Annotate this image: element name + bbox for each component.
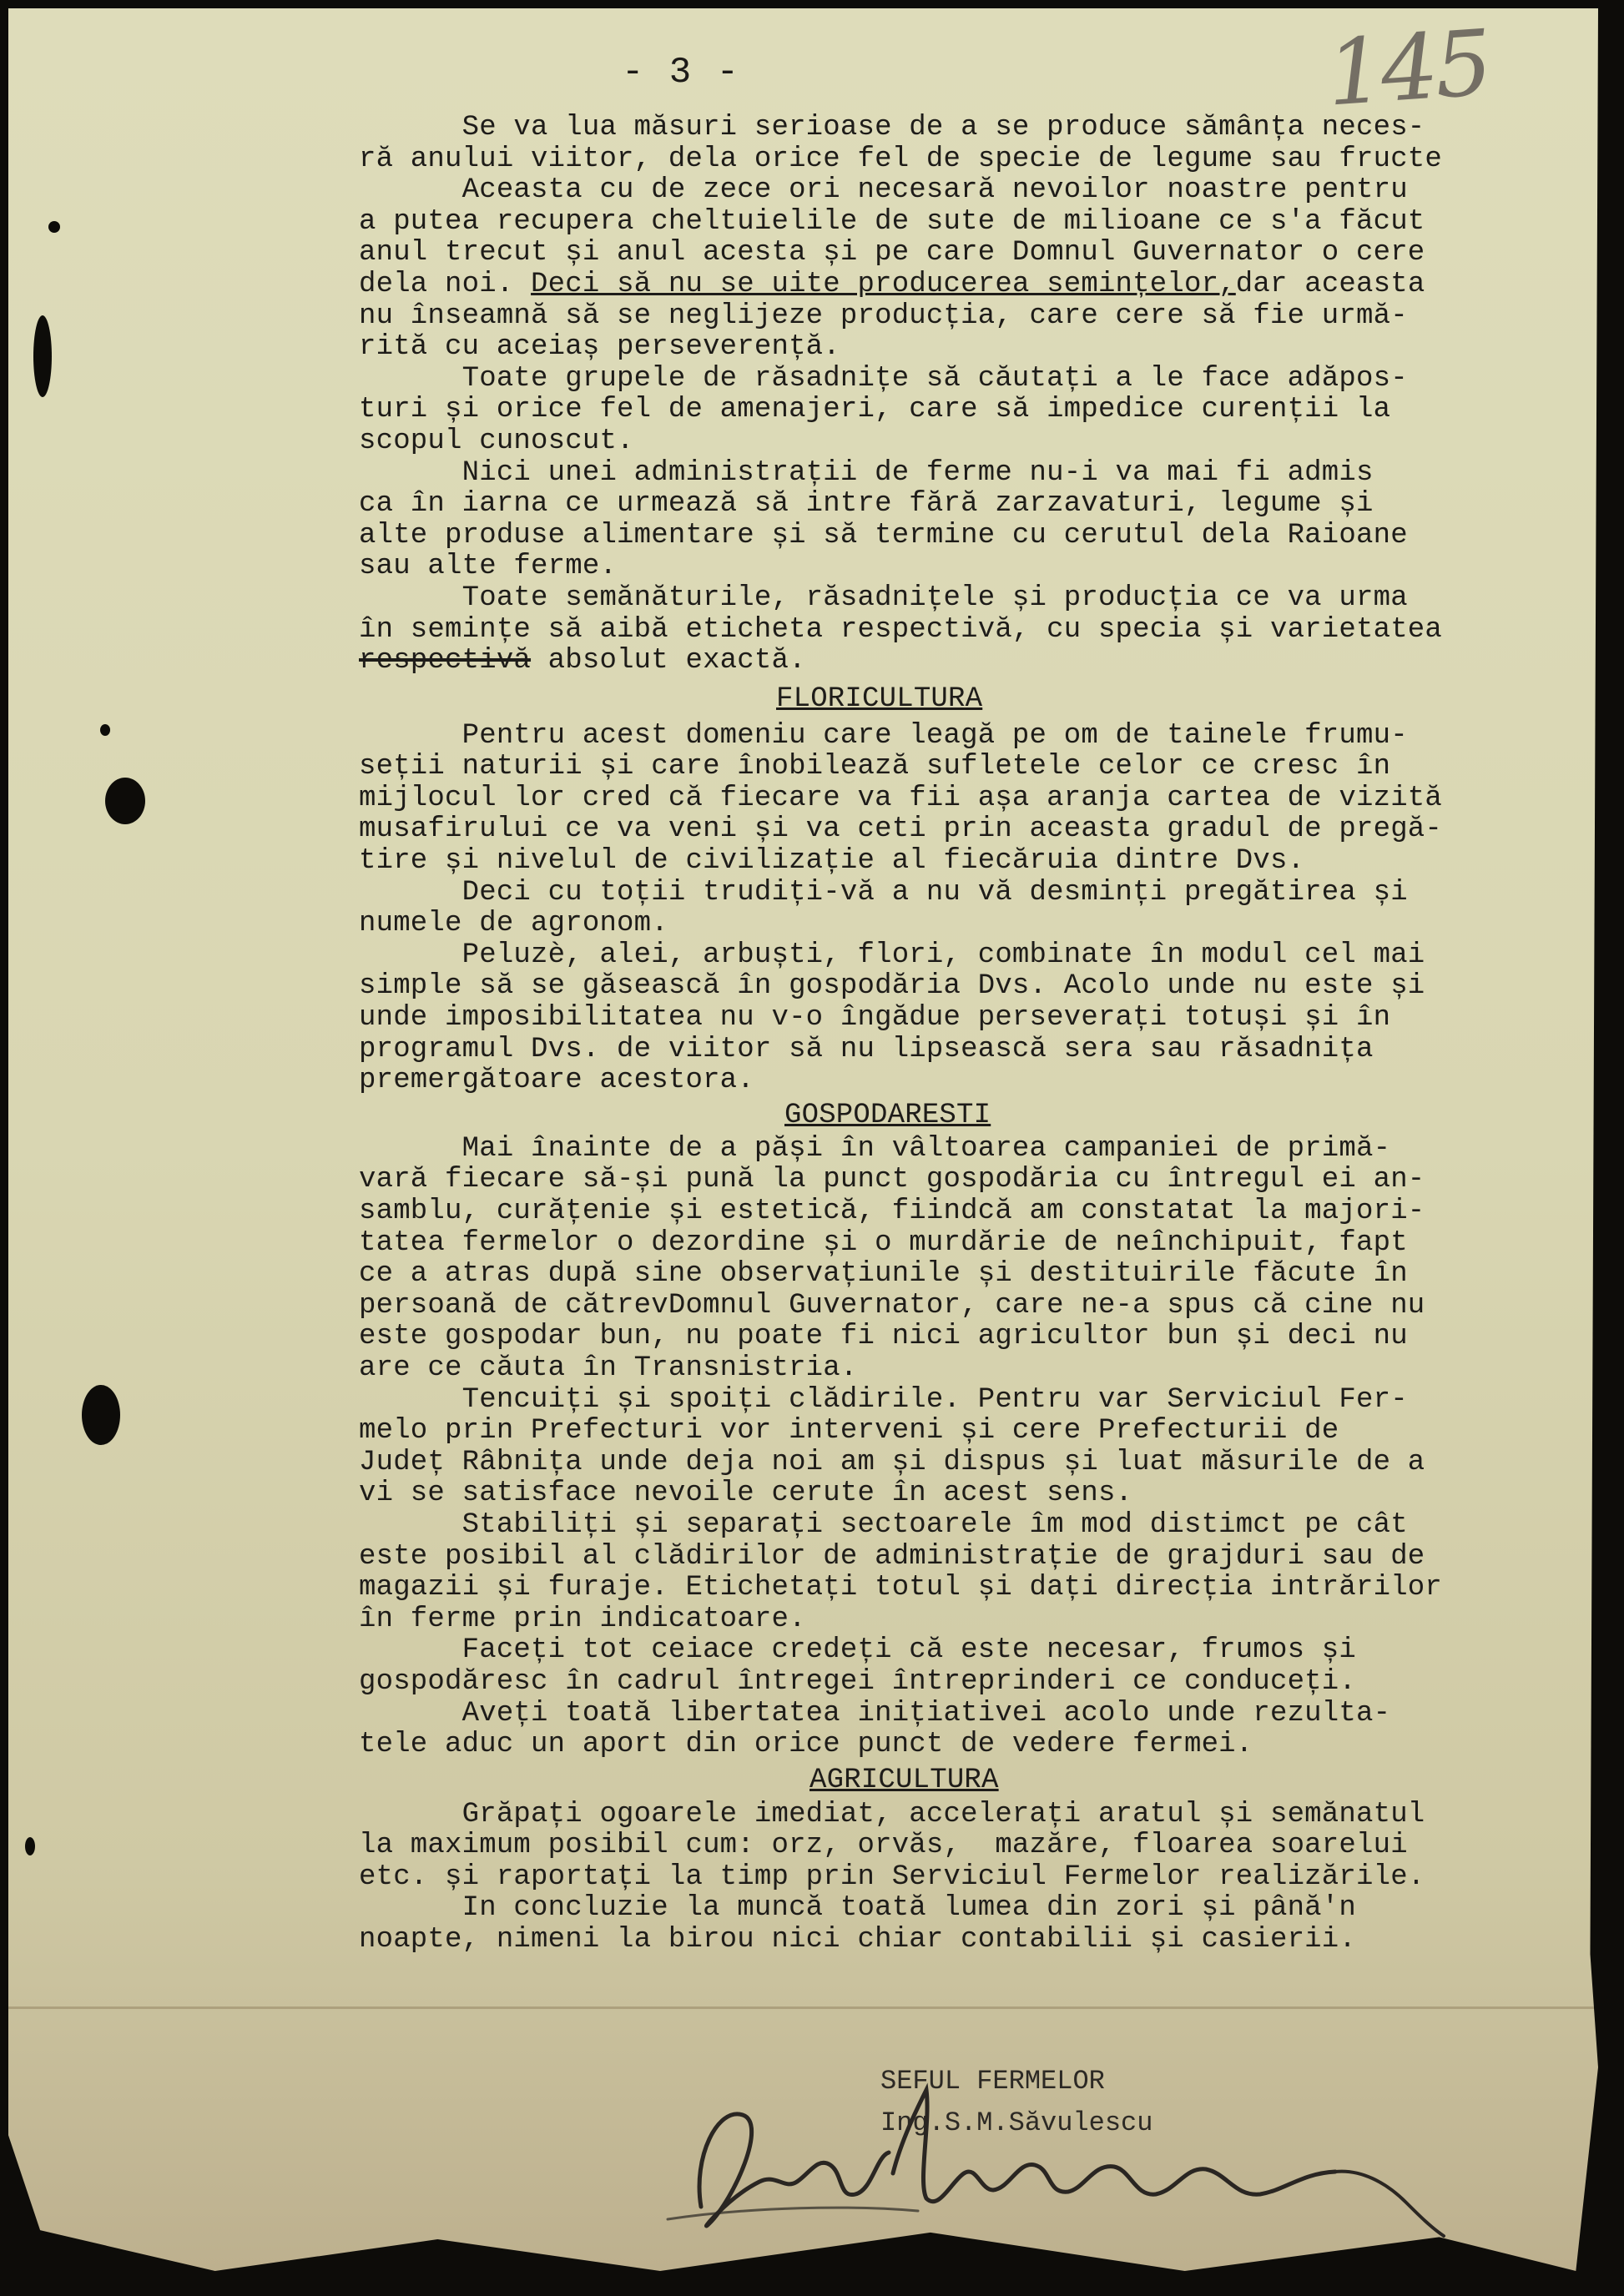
text-line: Grăpați ogoarele imediat, accelerați aratul și semănatul bbox=[359, 1798, 1425, 1830]
text-line bbox=[359, 646, 1594, 677]
section-heading-gospodaresti: GOSPODARESTI bbox=[784, 1099, 991, 1131]
text-line: Peluzè, alei, arbuști, flori, combinate în modul cel mai bbox=[359, 939, 1425, 971]
text-line: etc. și raportați la timp prin Serviciul Fermelor realizările. bbox=[359, 1860, 1425, 1893]
text-line: simple să se găsească în gospodăria Dvs. Acolo unde nu este și bbox=[359, 970, 1425, 1003]
text-line: la maximum posibil cum: orz, orvăs, mazăre, floarea soarelui bbox=[359, 1830, 1408, 1862]
handwritten-signature bbox=[651, 2057, 1452, 2248]
text-line: melo prin Prefecturi vor interveni și cere Prefecturii de bbox=[359, 1415, 1339, 1448]
text-line: Nici unei administrații de ferme nu-i va mai fi admis bbox=[359, 456, 1374, 489]
struck-out-word: respectivă bbox=[359, 645, 532, 677]
text-line: musafirului ce va veni și va ceti prin aceasta gradul de pregă- bbox=[359, 813, 1443, 846]
text-line: In concluzie la muncă toată lumea din zori și până'n bbox=[359, 1892, 1356, 1925]
text-line: anul trecut și anul acesta și pe care Domnul Guvernator o cere bbox=[359, 237, 1425, 269]
text-line: în ferme prin indicatoare. bbox=[359, 1603, 806, 1635]
text-fragment: absolut exactă. bbox=[531, 645, 806, 677]
text-line: tele aduc un aport din orice punct de vedere fermei. bbox=[359, 1729, 1253, 1761]
text-line: Pentru acest domeniu care leagă pe om de tainele frumu- bbox=[359, 719, 1408, 752]
text-line: samblu, curățenie și estetică, fiindcă am constatat la majori- bbox=[359, 1196, 1425, 1227]
text-line: turi și orice fel de amenajeri, care să impedice curenții la bbox=[359, 394, 1391, 426]
text-line: programul Dvs. de viitor să nu lipsească sera sau răsadnița bbox=[359, 1033, 1374, 1065]
punch-hole bbox=[105, 778, 145, 824]
punch-hole bbox=[100, 724, 110, 736]
text-line: numele de agronom. bbox=[359, 908, 668, 940]
text-line: alte produse alimentare și să termine cu cerutul dela Raioane bbox=[359, 519, 1408, 551]
text-line: Faceți tot ceiace credeți că este necesar, frumos și bbox=[359, 1634, 1356, 1667]
punch-hole bbox=[82, 1385, 120, 1445]
text-line: Toate semănăturile, răsadnițele și producția ce va urma bbox=[359, 582, 1408, 614]
text-line: Se va lua măsuri serioase de a se produce sămânța neces- bbox=[359, 112, 1425, 144]
text-line: rită cu aceiaș perseverență. bbox=[359, 331, 840, 364]
page-number: - 3 - bbox=[622, 52, 741, 93]
text-line: ră anului viitor, dela orice fel de specie de legume sau fructe bbox=[359, 143, 1443, 175]
text-line: scopul cunoscut. bbox=[359, 425, 634, 457]
text-line: Județ Râbnița unde deja noi am și dispus și luat măsurile de a bbox=[359, 1446, 1425, 1478]
text-line: seții naturii și care înobilează sufletele celor ce cresc în bbox=[359, 751, 1391, 783]
punch-hole bbox=[48, 221, 60, 233]
text-line: este gospodar bun, nu poate fi nici agricultor bun și deci nu bbox=[359, 1321, 1408, 1353]
text-line: vară fiecare să-și pună la punct gospodăria cu întregul ei an- bbox=[359, 1164, 1425, 1196]
text-line: ca în iarna ce urmează să intre fără zarzavaturi, legume și bbox=[359, 488, 1374, 521]
text-line: vi se satisface nevoile cerute în acest sens. bbox=[359, 1478, 1133, 1510]
punch-hole bbox=[25, 1837, 35, 1855]
text-line bbox=[359, 269, 1594, 301]
text-line: premergătoare acestora. bbox=[359, 1065, 754, 1097]
punch-hole bbox=[33, 315, 52, 397]
text-line: este posibil al clădirilor de administrație de grajduri sau de bbox=[359, 1540, 1425, 1573]
text-line: a putea recupera cheltuielile de sute de milioane ce s'a făcut bbox=[359, 205, 1425, 238]
text-line: Tencuiți și spoiți clădirile. Pentru var Serviciul Fer- bbox=[359, 1383, 1408, 1416]
text-line: unde imposibilitatea nu v-o îngădue perseverați totuși și în bbox=[359, 1002, 1391, 1035]
text-line: nu înseamnă să se neglijeze producția, care cere să fie urmă- bbox=[359, 300, 1408, 332]
text-line: Mai înainte de a păși în vâltoarea campaniei de primă- bbox=[359, 1132, 1391, 1165]
text-line: tire și nivelul de civilizație al fiecăruia dintre Dvs. bbox=[359, 845, 1305, 878]
text-line: Aceasta cu de zece ori necesară nevoilor noastre pentru bbox=[359, 174, 1408, 207]
section-heading-floricultura: FLORICULTURA bbox=[776, 682, 983, 715]
signatory-title: SEFUL FERMELOR bbox=[880, 2066, 1105, 2097]
text-line: persoană de cătrevDomnul Guvernator, care ne-a spus că cine nu bbox=[359, 1289, 1425, 1322]
text-line: Deci cu toții trudiți-vă a nu vă desminți pregătirea și bbox=[359, 876, 1408, 909]
text-fragment: dar aceasta bbox=[1235, 268, 1425, 300]
signatory-name: Ing.S.M.Săvulescu bbox=[880, 2107, 1153, 2138]
section-heading-agricultura: AGRICULTURA bbox=[809, 1764, 999, 1796]
text-line: mijlocul lor cred că fiecare va fii așa aranja cartea de vizită bbox=[359, 782, 1443, 814]
text-line: tatea fermelor o dezordine și o murdărie de neînchipuit, fapt bbox=[359, 1226, 1408, 1259]
text-line: Aveți toată libertatea inițiativei acolo unde rezulta- bbox=[359, 1697, 1391, 1730]
underlined-phrase: Deci să nu se uite producerea semințelor, bbox=[531, 268, 1236, 300]
text-line: Stabiliți și separați sectoarele îm mod distimct pe cât bbox=[359, 1508, 1408, 1541]
text-line: ce a atras după sine observațiunile și destituirile făcute în bbox=[359, 1258, 1408, 1291]
text-line: noapte, nimeni la birou nici chiar contabilii și casierii. bbox=[359, 1924, 1356, 1956]
text-line: în semințe să aibă eticheta respectivă, cu specia și varietatea bbox=[359, 613, 1443, 646]
text-line: sau alte ferme. bbox=[359, 551, 618, 583]
folio-number: 145 bbox=[1323, 11, 1493, 127]
document-body bbox=[359, 113, 1594, 1956]
text-line: magazii și furaje. Etichetați totul și dați direcția intrărilor bbox=[359, 1572, 1443, 1604]
text-line: are ce căuta în Transnistria. bbox=[359, 1352, 858, 1384]
text-line: Toate grupele de răsadnițe să căutați a le face adăpos- bbox=[359, 362, 1408, 395]
text-line: gospodăresc în cadrul întregei întreprinderi ce conduceți. bbox=[359, 1665, 1356, 1698]
text-fragment: dela noi. bbox=[359, 268, 514, 300]
fold-crease bbox=[8, 2006, 1598, 2009]
